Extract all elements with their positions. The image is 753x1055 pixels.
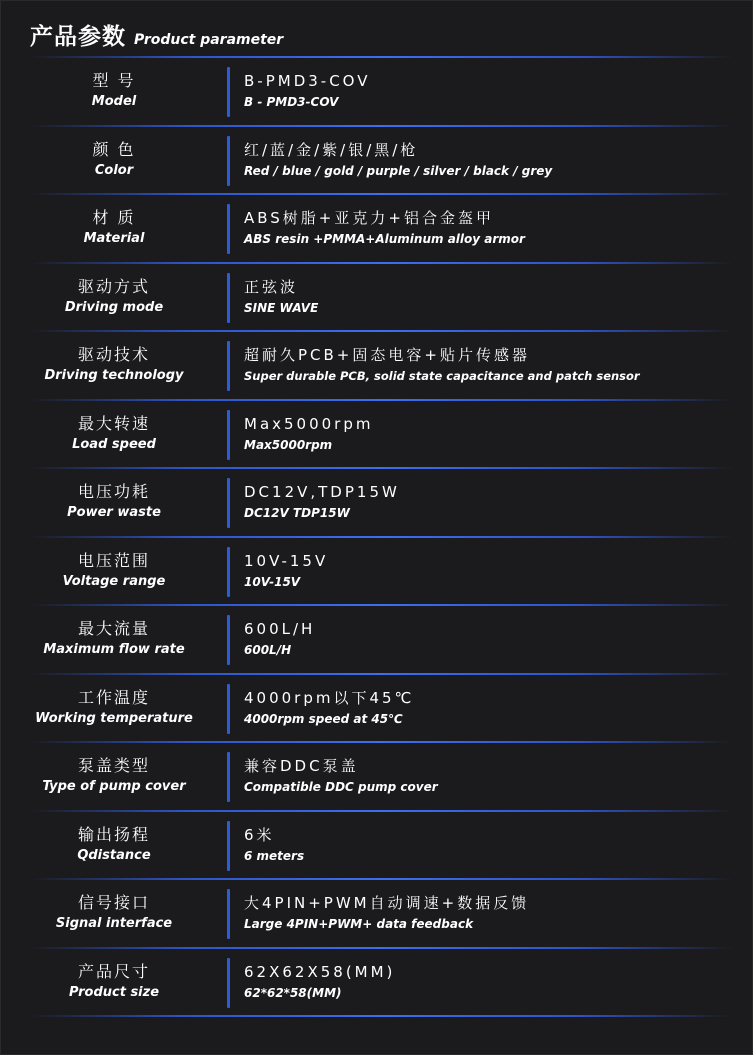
parameter-label-en: Product size — [68, 984, 160, 1000]
parameter-value — [244, 481, 745, 522]
parameter-label-en: Working temperature — [35, 710, 193, 726]
parameter-value-zh: 正弦波 — [244, 277, 299, 296]
parameter-value-zh: B-PMD3-COV — [244, 72, 371, 90]
value-divider — [227, 547, 230, 597]
parameter-label-zh: 颜 色 — [92, 139, 136, 159]
parameter-label-en: Type of pump cover — [42, 779, 186, 794]
row-separator — [30, 673, 733, 675]
value-divider — [227, 958, 230, 1008]
parameter-label-zh: 材 质 — [92, 208, 136, 227]
row-separator — [30, 125, 733, 127]
value-divider — [227, 752, 230, 802]
row-separator — [30, 741, 733, 743]
parameter-label-en: Load speed — [72, 436, 156, 452]
parameter-value-zh: Max5000rpm — [244, 414, 374, 433]
value-divider — [227, 273, 230, 323]
parameter-row — [0, 673, 753, 742]
parameter-label — [0, 413, 228, 454]
parameter-row — [0, 56, 753, 125]
parameter-label — [0, 550, 228, 591]
parameter-row — [0, 536, 753, 605]
parameter-value-zh: 大4PIN+PWM自动调速+数据反馈 — [244, 894, 530, 912]
parameter-row — [0, 878, 753, 947]
row-separator — [30, 330, 733, 332]
value-divider — [227, 821, 230, 871]
parameter-value-zh: 62X62X58(MM) — [244, 962, 396, 981]
parameter-label-zh: 电压功耗 — [77, 482, 150, 501]
parameter-label — [0, 687, 228, 728]
row-separator — [30, 810, 733, 812]
parameter-table — [0, 56, 753, 1035]
parameter-value-en: Super durable PCB, solid state capacitance and patch sensor — [244, 369, 640, 383]
parameter-value-en: DC12V TDP15W — [244, 506, 350, 520]
parameter-label — [0, 276, 228, 317]
parameter-label — [0, 481, 228, 522]
value-divider — [227, 341, 230, 391]
parameter-label-zh: 最大流量 — [77, 619, 150, 638]
parameter-value-en: 10V-15V — [244, 574, 301, 589]
parameter-label-zh: 驱动方式 — [77, 276, 150, 296]
parameter-label-zh: 泵盖类型 — [77, 756, 150, 775]
parameter-value — [244, 344, 745, 385]
page-title-zh: 产品参数 — [30, 24, 126, 50]
parameter-label-en: Maximum flow rate — [43, 642, 185, 657]
row-separator — [30, 56, 733, 58]
parameter-label-zh: 工作温度 — [77, 687, 150, 707]
parameter-label-en: Material — [83, 231, 145, 246]
parameter-row — [0, 125, 753, 194]
value-divider — [227, 684, 230, 734]
row-separator — [30, 262, 733, 264]
parameter-value — [244, 824, 745, 865]
row-separator — [30, 193, 733, 195]
value-divider — [227, 67, 230, 117]
parameter-label-en: Driving technology — [44, 368, 184, 383]
parameter-label-en: Signal interface — [55, 916, 173, 931]
parameter-label-zh: 输出扬程 — [77, 824, 150, 844]
parameter-label — [0, 344, 228, 385]
parameter-value-en: 4000rpm speed at 45℃ — [244, 711, 403, 726]
parameter-value — [244, 276, 745, 317]
parameter-label-en: Voltage range — [62, 573, 166, 589]
parameter-label — [0, 618, 228, 659]
parameter-row — [0, 467, 753, 536]
parameter-value-zh: 10V-15V — [244, 551, 329, 570]
value-divider — [227, 204, 230, 254]
parameter-label — [0, 207, 228, 248]
parameter-value-zh: 4000rpm以下45℃ — [244, 688, 415, 707]
parameter-value-zh: 600L/H — [244, 620, 316, 638]
parameter-value-en: SINE WAVE — [244, 300, 319, 315]
parameter-value-zh: 红/蓝/金/紫/银/黑/枪 — [244, 140, 419, 159]
parameter-row — [0, 193, 753, 262]
parameter-value — [244, 892, 745, 933]
parameter-row — [0, 330, 753, 399]
parameter-value — [244, 961, 745, 1002]
parameter-row — [0, 947, 753, 1016]
parameter-label-en: Color — [94, 162, 134, 178]
parameter-label — [0, 139, 228, 180]
parameter-value-zh: DC12V,TDP15W — [244, 483, 400, 501]
parameter-value — [244, 687, 745, 728]
parameter-label — [0, 961, 228, 1002]
parameter-value — [244, 618, 745, 659]
parameter-row — [0, 604, 753, 673]
parameter-label-zh: 电压范围 — [77, 550, 150, 570]
parameter-value-en: 6 meters — [244, 848, 305, 863]
row-separator — [30, 1015, 733, 1017]
parameter-row — [0, 741, 753, 810]
parameter-value-zh: 6米 — [244, 825, 275, 844]
parameter-value-en: ABS resin +PMMA+Aluminum alloy armor — [244, 232, 525, 246]
page-title-en: Product parameter — [134, 32, 284, 48]
parameter-value — [244, 207, 745, 248]
parameter-row — [0, 810, 753, 879]
value-divider — [227, 136, 230, 186]
parameter-label-zh: 驱动技术 — [77, 345, 150, 364]
row-separator — [30, 604, 733, 606]
parameter-label — [0, 70, 228, 111]
parameter-label-zh: 型 号 — [92, 71, 136, 90]
value-divider — [227, 478, 230, 528]
parameter-value-en: 600L/H — [244, 643, 292, 657]
parameter-value-en: Compatible DDC pump cover — [244, 780, 438, 794]
parameter-label-en: Driving mode — [64, 299, 164, 315]
parameter-value-zh: 超耐久PCB+固态电容+贴片传感器 — [244, 346, 530, 364]
parameter-label-zh: 信号接口 — [77, 893, 150, 912]
row-separator — [30, 878, 733, 880]
value-divider — [227, 889, 230, 939]
value-divider — [227, 410, 230, 460]
parameter-value — [244, 70, 745, 111]
row-separator — [30, 467, 733, 469]
parameter-value-en: Large 4PIN+PWM+ data feedback — [244, 917, 474, 931]
parameter-label-en: Power waste — [67, 505, 161, 520]
page-header — [30, 18, 283, 52]
parameter-label-zh: 产品尺寸 — [77, 961, 150, 981]
parameter-value-en: Red / blue / gold / purple / silver / black / grey — [244, 163, 553, 178]
parameter-value-en: 62*62*58(MM) — [244, 985, 342, 1000]
parameter-value-en: Max5000rpm — [244, 437, 333, 452]
parameter-value-en: B - PMD3-COV — [244, 95, 339, 109]
parameter-label — [0, 824, 228, 865]
value-divider — [227, 615, 230, 665]
parameter-value — [244, 139, 745, 180]
row-separator — [30, 536, 733, 538]
parameter-label-en: Model — [91, 94, 137, 109]
parameter-value — [244, 413, 745, 454]
parameter-value-zh: ABS树脂+亚克力+铝合金盔甲 — [244, 209, 494, 227]
table-bottom — [0, 1015, 753, 1035]
parameter-value — [244, 550, 745, 591]
parameter-label-zh: 最大转速 — [77, 413, 150, 433]
parameter-label — [0, 892, 228, 933]
row-separator — [30, 399, 733, 401]
row-separator — [30, 947, 733, 949]
parameter-value-zh: 兼容DDC泵盖 — [244, 757, 359, 775]
parameter-label — [0, 755, 228, 796]
parameter-value — [244, 755, 745, 796]
parameter-row — [0, 399, 753, 468]
parameter-label-en: Qdistance — [77, 847, 151, 863]
parameter-row — [0, 262, 753, 331]
